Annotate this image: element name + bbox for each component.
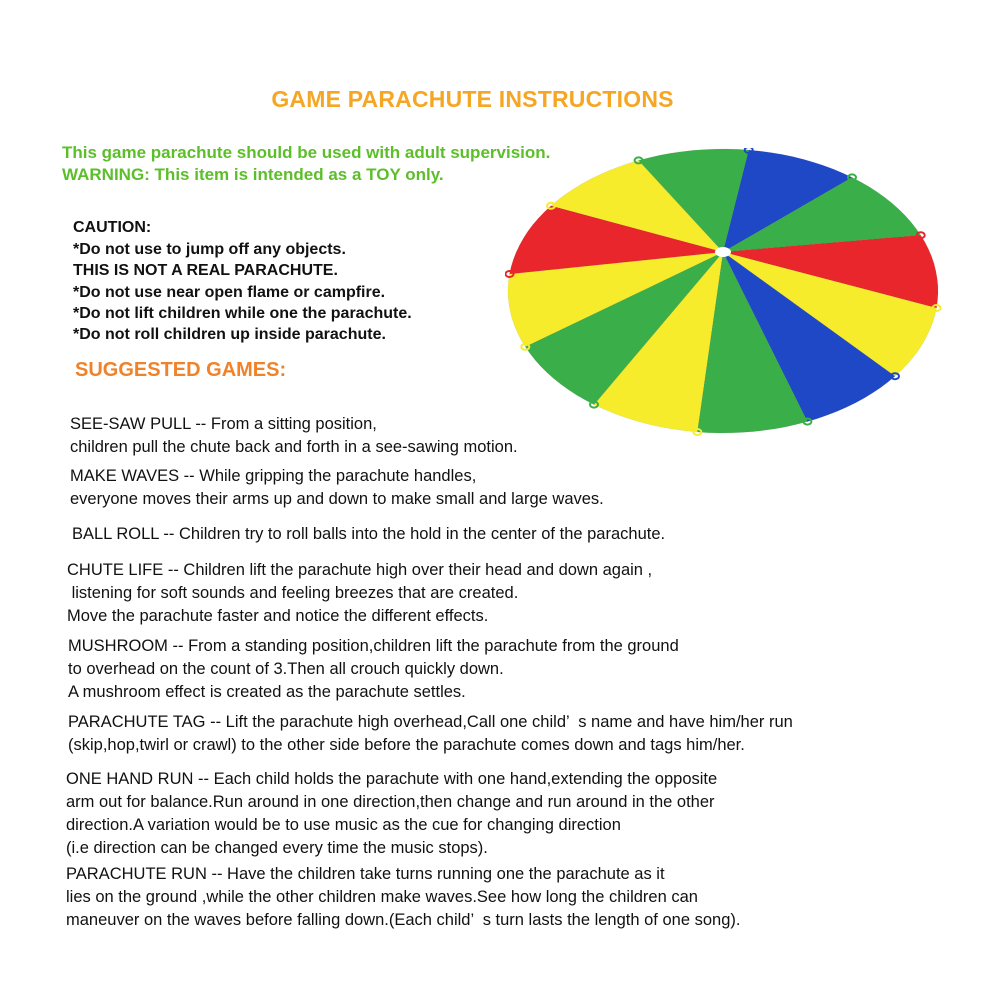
warning-notice: WARNING: This item is intended as a TOY only.	[62, 165, 444, 184]
caution-heading: CAUTION:	[73, 219, 152, 236]
caution-item: *Do not use near open flame or campfire.	[73, 284, 386, 301]
game-line: PARACHUTE RUN -- Have the children take turns running one the parachute as it	[66, 865, 665, 883]
game-make-waves	[70, 465, 604, 511]
page-title: GAME PARACHUTE INSTRUCTIONS	[271, 86, 674, 112]
caution-item: *Do not roll children up inside parachute.	[73, 326, 386, 343]
game-line: CHUTE LIFE -- Children lift the parachute high over their head and down again ,	[67, 561, 653, 579]
suggested-games-heading: SUGGESTED GAMES:	[75, 359, 287, 381]
parachute-image	[505, 148, 950, 443]
game-line: to overhead on the count of 3.Then all crouch quickly down.	[68, 660, 504, 678]
game-line: arm out for balance.Run around in one direction,then change and run around in the other	[66, 793, 715, 811]
game-parachute-tag	[68, 711, 793, 757]
game-one-hand-run	[66, 768, 717, 860]
game-line: everyone moves their arms up and down to make small and large waves.	[70, 490, 604, 508]
game-line: direction.A variation would be to use music as the cue for changing direction	[66, 816, 621, 834]
game-line: MUSHROOM -- From a standing position,children lift the parachute from the ground	[68, 637, 679, 655]
caution-item: *Do not use to jump off any objects.	[73, 241, 346, 258]
game-line: PARACHUTE TAG -- Lift the parachute high overhead,Call one child’ s name and have him/her run	[68, 713, 793, 731]
game-mushroom	[68, 635, 679, 704]
caution-item: THIS IS NOT A REAL PARACHUTE.	[73, 262, 338, 279]
game-line: children pull the chute back and forth in a see-sawing motion.	[70, 438, 518, 456]
game-see-saw-pull	[70, 413, 518, 459]
game-line: listening for soft sounds and feeling breezes that are created.	[67, 584, 519, 602]
game-chute-life	[67, 559, 652, 628]
game-line: BALL ROLL -- Children try to roll balls into the hold in the center of the parachute.	[72, 525, 666, 543]
game-line: SEE-SAW PULL -- From a sitting position,	[70, 415, 377, 433]
game-line: maneuver on the waves before falling down.(Each child’ s turn lasts the length of one song).	[66, 911, 741, 929]
supervision-notice: This game parachute should be used with adult supervision.	[62, 143, 551, 162]
game-line: A mushroom effect is created as the parachute settles.	[68, 683, 466, 701]
game-line: MAKE WAVES -- While gripping the parachute handles,	[70, 467, 477, 485]
caution-item: *Do not lift children while one the parachute.	[73, 305, 412, 322]
game-line: lies on the ground ,while the other children make waves.See how long the children can	[66, 888, 698, 906]
game-line: Move the parachute faster and notice the different effects.	[67, 607, 489, 625]
game-line: (i.e direction can be changed every time the music stops).	[66, 839, 488, 857]
parachute-center-hole	[715, 247, 731, 257]
game-line: ONE HAND RUN -- Each child holds the parachute with one hand,extending the opposite	[66, 770, 718, 788]
game-parachute-run	[66, 863, 740, 932]
game-ball-roll	[72, 523, 665, 546]
game-line: (skip,hop,twirl or crawl) to the other side before the parachute comes down and tags him/her.	[68, 736, 745, 754]
